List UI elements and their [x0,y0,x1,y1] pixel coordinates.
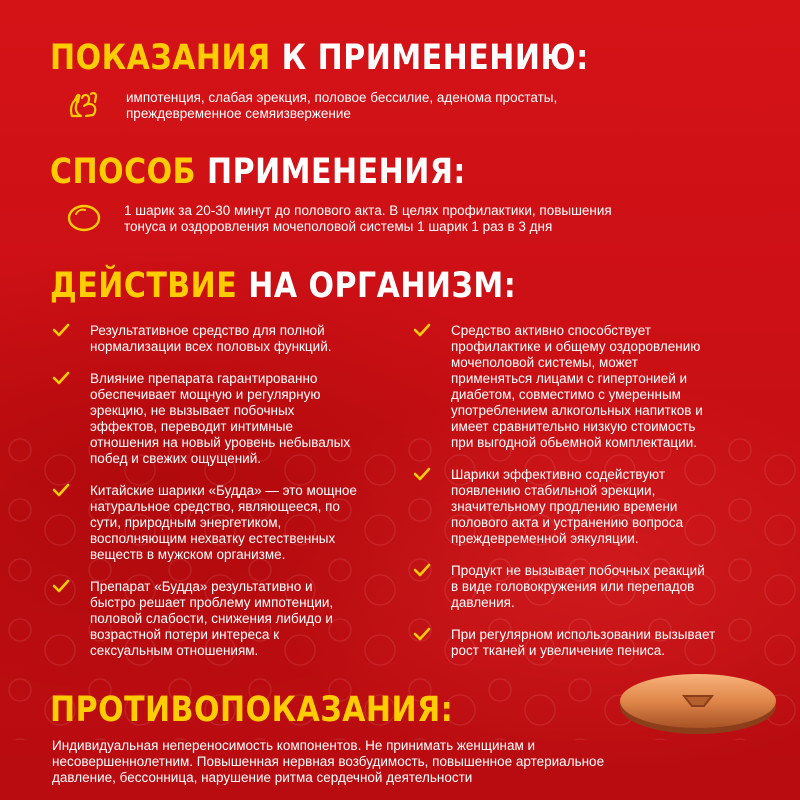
bullet-text-line: нормализации всех половых функций. [90,339,332,354]
bullet-text-line: при выгодной обьемной комплектации. [451,435,697,450]
bullet-text-line: обеспечивает мощную и регулярную [90,387,321,402]
bullet-text-line: веществ в мужском организме. [90,547,286,562]
bullet-item [413,563,753,611]
bullet-text-line: преждевременной эякуляции. [451,531,639,546]
check-icon [52,579,70,593]
action-heading [50,266,516,306]
bullet-item [52,579,362,659]
bullet-text-line: При регулярном использовании вызывает [451,627,716,642]
action-heading-accent: ДЕЙСТВИЕ [50,266,238,307]
bullet-item [413,627,753,659]
contraindications-text-line: несовершеннолетним. Повышенная нервная возбудимость, повышенное артериальное [52,754,605,769]
bullet-text-line: употреблением алкогольных напитков и [451,403,703,418]
contraindications-heading-text: ПРОТИВОПОКАЗАНИЯ: [50,690,454,731]
contraindications-text-line: давление, бессонница, нарушение ритма сердечной деятельности [52,770,473,785]
action-heading-rest: НА ОРГАНИЗМ: [248,266,517,307]
bullet-text-line: возрастной потери интереса к [90,627,280,642]
contraindications-heading [50,690,453,730]
bullet-text-line: полового акта и устранению вопроса [451,515,684,530]
bullet-item [413,323,753,451]
bullet-text-line: Китайские шарики «Будда» — это мощное [90,483,357,498]
action-left-column [52,323,362,675]
ball-icon [66,200,102,236]
action-right-column [413,323,753,675]
bullet-text-line: быстро решает проблему импотенции, [90,595,334,610]
indications-heading-accent: ПОКАЗАНИЯ [50,38,271,79]
contraindications-text-line: Индивидуальная непереносимость компонентов. Не принимать женщинам и [52,738,536,753]
indications-text-line: преждевременное семяизвержение [126,106,351,121]
check-icon [413,323,431,337]
usage-heading [50,152,466,192]
bullet-text-line: в виде головокружения или перепадов [451,579,695,594]
bullet-text-line: сути, природным энергетиком, [90,515,282,530]
bullet-text-line: значительному продлению времени [451,499,678,514]
bullet-text-line: Шарики эффективно содействуют [451,467,666,482]
bullet-item [52,483,362,563]
bullet-text-line: натуральное средство, являющееся, по [90,499,340,514]
indications-text [126,90,557,122]
contraindications-text [52,738,752,786]
indications-heading-rest: К ПРИМЕНЕНИЮ: [281,38,589,79]
usage-text-line: тонуса и оздоровления мочеполовой системы 1 шарик 1 раз в 3 дня [124,219,553,234]
check-icon [413,467,431,481]
check-icon [413,563,431,577]
bullet-text-line: применяться лицами с гипертонией и [451,371,688,386]
bullet-text-line: половой слабости, снижения либидо и [90,611,333,626]
usage-heading-rest: ПРИМЕНЕНИЯ: [206,152,466,193]
usage-heading-accent: СПОСОБ [50,152,197,193]
bullet-text-line: Препарат «Будда» результативно и [90,579,313,594]
hands-icon [66,86,102,122]
usage-text-line: 1 шарик за 20-30 минут до полового акта. В целях профилактики, повышения [124,203,612,218]
bullet-text-line: диабетом, совместимо с умеренным [451,387,681,402]
bullet-text-line: Влияние препарата гарантированно [90,371,318,386]
bullet-text-line: Средство активно способствует [451,323,651,338]
bullet-item [413,467,753,547]
bullet-text-line: рост тканей и увеличение пениса. [451,643,666,658]
bullet-text-line: восполняющим нехватку естественных [90,531,336,546]
bullet-text-line: Продукт не вызывает побочных реакций [451,563,705,578]
check-icon [52,371,70,385]
check-icon [52,323,70,337]
bullet-text-line: мочеполовой системы, может [451,355,638,370]
coin-image [618,670,778,736]
bullet-text-line: побед и свежих ощущений. [90,451,261,466]
bullet-text-line: эффектов, переводит интимные [90,419,293,434]
indications-heading [50,38,589,78]
bullet-item [52,323,362,355]
check-icon [52,483,70,497]
bullet-text-line: давления. [451,595,515,610]
indications-text-line: импотенция, слабая эрекция, половое бессилие, аденома простаты, [126,90,558,105]
check-icon [413,627,431,641]
bullet-text-line: появлению стабильной эрекции, [451,483,656,498]
bullet-text-line: Результативное средство для полной [90,323,325,338]
bullet-text-line: имеет сравнительно низкую стоимость [451,419,696,434]
bullet-text-line: эрекцию, не вызывает побочных [90,403,295,418]
usage-text [124,203,612,235]
bullet-text-line: сексуальным отношениям. [90,643,259,658]
bullet-text-line: отношения на новый уровень небывалых [90,435,351,450]
bullet-text-line: профилактике и общему оздоровлению [451,339,701,354]
bullet-item [52,371,362,467]
